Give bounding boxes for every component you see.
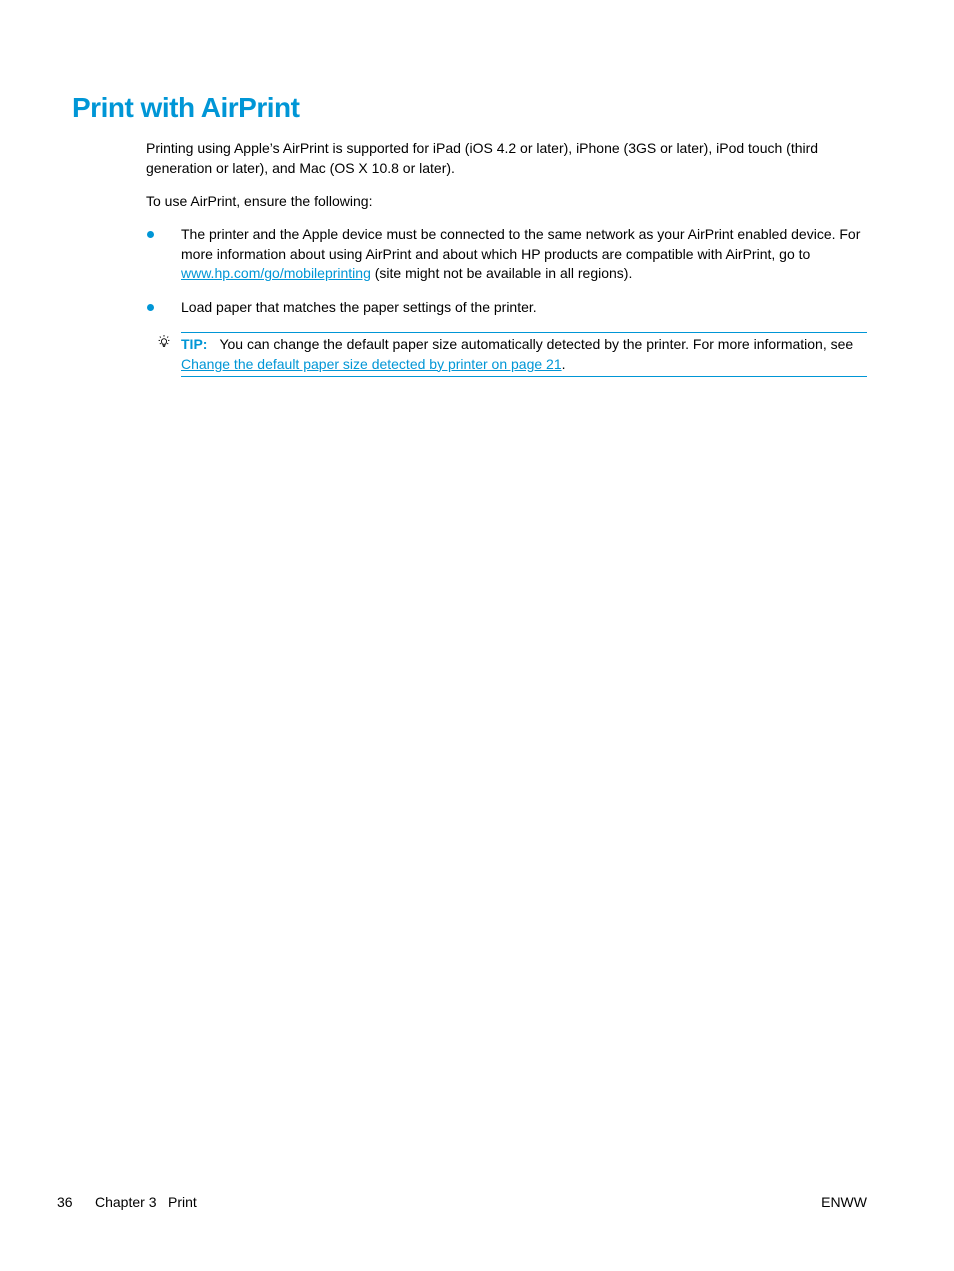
footer-locale: ENWW bbox=[821, 1194, 867, 1210]
bullet-dot-icon bbox=[147, 231, 154, 238]
mobileprinting-link[interactable]: www.hp.com/go/mobileprinting bbox=[181, 265, 371, 281]
tip-text-after: . bbox=[561, 355, 566, 372]
footer-page-number: 36 bbox=[57, 1194, 73, 1210]
page-title: Print with AirPrint bbox=[72, 92, 300, 123]
bullet-text-before: The printer and the Apple device must be connected to the same network as your AirPrint enabled device. For more information about using AirPrint and about which HP products are compatible with AirPrint, go to bbox=[181, 226, 861, 262]
tip-callout bbox=[181, 332, 867, 377]
tip-text-before: You can change the default paper size automatically detected by the printer. For more information, see bbox=[219, 336, 854, 352]
bullet-text-after: (site might not be available in all regions). bbox=[370, 265, 633, 281]
list-item bbox=[146, 298, 868, 318]
bullet-dot-icon bbox=[147, 304, 154, 311]
bullet-text: Load paper that matches the paper settings of the printer. bbox=[181, 298, 537, 315]
change-paper-size-link[interactable]: Change the default paper size detected by printer on page 21 bbox=[181, 355, 562, 372]
tip-label: TIP: bbox=[181, 336, 208, 352]
list-item bbox=[146, 225, 868, 284]
requirements-list bbox=[146, 225, 868, 317]
footer-section: Print bbox=[168, 1194, 197, 1210]
footer-chapter: Chapter 3 bbox=[95, 1194, 157, 1210]
intro-paragraph: Printing using Apple’s AirPrint is supported for iPad (iOS 4.2 or later), iPhone (3GS or later), iPod touch (third generation or later), and Mac (OS X 10.8 or later). bbox=[146, 140, 819, 176]
lightbulb-icon bbox=[156, 334, 172, 350]
lead-paragraph: To use AirPrint, ensure the following: bbox=[146, 193, 373, 209]
